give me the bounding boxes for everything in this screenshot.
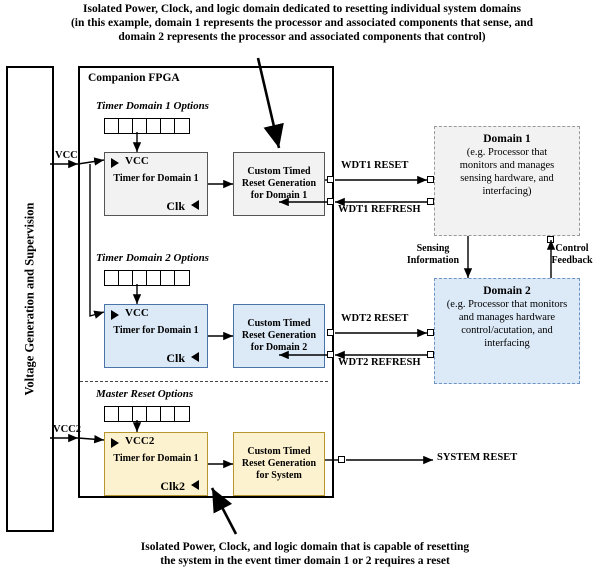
control-feedback-label — [545, 243, 599, 267]
register-bit[interactable] — [161, 271, 175, 285]
gen-box-2-text — [242, 318, 316, 354]
clock-input-triangle-icon — [191, 352, 199, 362]
vcc2-rail-label: VCC2 — [53, 424, 81, 435]
buffer-triangle-icon — [111, 438, 119, 448]
timer-domain-1-clock-label: Clk — [166, 199, 185, 213]
vcc-rail-label: VCC — [55, 150, 78, 161]
wdt1-refresh-label: WDT1 REFRESH — [338, 204, 421, 215]
gen-box-2-line-3: for Domain 2 — [250, 342, 308, 353]
gen-box-3-line-2: Reset Generation — [241, 458, 317, 469]
domain-2-block — [434, 278, 580, 384]
gen-box-3-line-3: for System — [256, 470, 302, 481]
bottom-caption — [55, 540, 555, 568]
system-reset-label: SYSTEM RESET — [437, 452, 518, 463]
port-wdt1-reset — [327, 176, 334, 183]
domain-2-desc-2: and manages hardware — [458, 312, 556, 323]
domain-2-desc-1: (e.g. Processor that monitors — [446, 299, 568, 310]
port-domain2-refresh-out — [427, 351, 434, 358]
gen-box-1-text — [242, 166, 316, 202]
port-domain1-reset-in — [427, 176, 434, 183]
timer-domain-2-register[interactable] — [104, 270, 190, 286]
register-bit[interactable] — [147, 271, 161, 285]
register-bit[interactable] — [175, 271, 189, 285]
register-bit[interactable] — [161, 119, 175, 133]
custom-timed-reset-generation-domain-1 — [233, 152, 325, 216]
gen-box-2-line-2: Reset Generation — [241, 330, 317, 341]
gen-box-1-line-1: Custom Timed — [247, 166, 311, 177]
port-control-feedback — [547, 236, 554, 243]
companion-fpga-title: Companion FPGA — [88, 72, 180, 84]
gen-box-3-line-1: Custom Timed — [247, 446, 311, 457]
top-caption-line-2: (in this example, domain 1 represents the processor and associated components that sense, and — [70, 17, 534, 29]
register-bit[interactable] — [105, 271, 119, 285]
bottom-caption-line-1: Isolated Power, Clock, and logic domain that is capable of resetting — [140, 541, 470, 553]
register-bit[interactable] — [161, 407, 175, 421]
top-caption-line-1: Isolated Power, Clock, and logic domain dedicated to resetting individual system domains — [83, 3, 521, 15]
timer-domain-1-heading: Timer Domain 1 Options — [96, 100, 209, 112]
master-reset-heading: Master Reset Options — [96, 388, 194, 400]
timer-domain-1-name: Timer for Domain 1 — [113, 173, 199, 184]
master-timer-clock-label: Clk2 — [160, 479, 185, 493]
master-timer-supply-label: VCC2 — [125, 435, 155, 447]
register-bit[interactable] — [133, 271, 147, 285]
register-bit[interactable] — [147, 119, 161, 133]
voltage-generation-supervision-label: Voltage Generation and Supervision — [22, 202, 37, 396]
master-timer-name: Timer for Domain 1 — [113, 453, 199, 464]
register-bit[interactable] — [175, 119, 189, 133]
sensing-information-label — [398, 243, 468, 267]
gen-box-1-line-2: Reset Generation — [241, 178, 317, 189]
register-bit[interactable] — [147, 407, 161, 421]
wdt2-refresh-label: WDT2 REFRESH — [338, 357, 421, 368]
control-feedback-line-2: Feedback — [551, 255, 593, 266]
domain-1-desc-1: (e.g. Processor that — [466, 147, 548, 158]
domain-1-desc-2: monitors and manages — [459, 160, 555, 171]
register-bit[interactable] — [105, 407, 119, 421]
port-wdt2-refresh — [327, 351, 334, 358]
master-reset-register[interactable] — [104, 406, 190, 422]
timer-domain-2-box — [104, 304, 208, 368]
master-reset-divider — [80, 381, 328, 382]
port-wdt2-reset — [327, 329, 334, 336]
timer-domain-2-supply-label: VCC — [125, 307, 149, 319]
wdt2-reset-label: WDT2 RESET — [341, 313, 409, 324]
domain-2-name: Domain 2 — [483, 285, 531, 297]
gen-box-2-line-1: Custom Timed — [247, 318, 311, 329]
register-bit[interactable] — [105, 119, 119, 133]
timer-domain-2-heading: Timer Domain 2 Options — [96, 252, 209, 264]
timer-domain-1-register[interactable] — [104, 118, 190, 134]
buffer-triangle-icon — [111, 310, 119, 320]
domain-1-desc-3: sensing hardware, and — [460, 173, 554, 184]
buffer-triangle-icon — [111, 158, 119, 168]
master-timer-box — [104, 432, 208, 496]
gen-box-1-line-3: for Domain 1 — [250, 190, 308, 201]
control-feedback-line-1: Control — [555, 243, 589, 254]
timer-domain-1-supply-label: VCC — [125, 155, 149, 167]
domain-1-name: Domain 1 — [483, 133, 531, 145]
port-system-reset — [338, 456, 345, 463]
domain-2-desc-3: control/acutation, and — [461, 325, 553, 336]
wdt1-reset-label: WDT1 RESET — [341, 160, 409, 171]
top-caption-line-3: domain 2 represents the processor and associated components that control) — [118, 31, 486, 43]
port-domain1-refresh-out — [427, 198, 434, 205]
timer-domain-1-box — [104, 152, 208, 216]
port-domain2-reset-in — [427, 329, 434, 336]
domain-1-desc-4: interfacing) — [482, 186, 532, 197]
voltage-generation-supervision-block — [6, 66, 54, 532]
domain-2-desc-4: interfacing — [484, 338, 530, 349]
custom-timed-reset-generation-domain-2 — [233, 304, 325, 368]
top-caption — [28, 2, 576, 44]
clock-input-triangle-icon — [191, 200, 199, 210]
sensing-information-line-2: Information — [406, 255, 460, 266]
clock-input-triangle-icon — [191, 480, 199, 490]
register-bit[interactable] — [119, 407, 133, 421]
register-bit[interactable] — [175, 407, 189, 421]
register-bit[interactable] — [119, 271, 133, 285]
register-bit[interactable] — [119, 119, 133, 133]
sensing-information-line-1: Sensing — [416, 243, 450, 254]
bottom-caption-line-2: the system in the event timer domain 1 or 2 requires a reset — [160, 555, 450, 567]
domain-1-block — [434, 126, 580, 236]
timer-domain-2-name: Timer for Domain 1 — [113, 325, 199, 336]
custom-timed-reset-generation-system — [233, 432, 325, 496]
port-wdt1-refresh — [327, 198, 334, 205]
gen-box-3-text — [242, 446, 316, 482]
timer-domain-2-clock-label: Clk — [166, 351, 185, 365]
register-bit[interactable] — [133, 119, 147, 133]
register-bit[interactable] — [133, 407, 147, 421]
